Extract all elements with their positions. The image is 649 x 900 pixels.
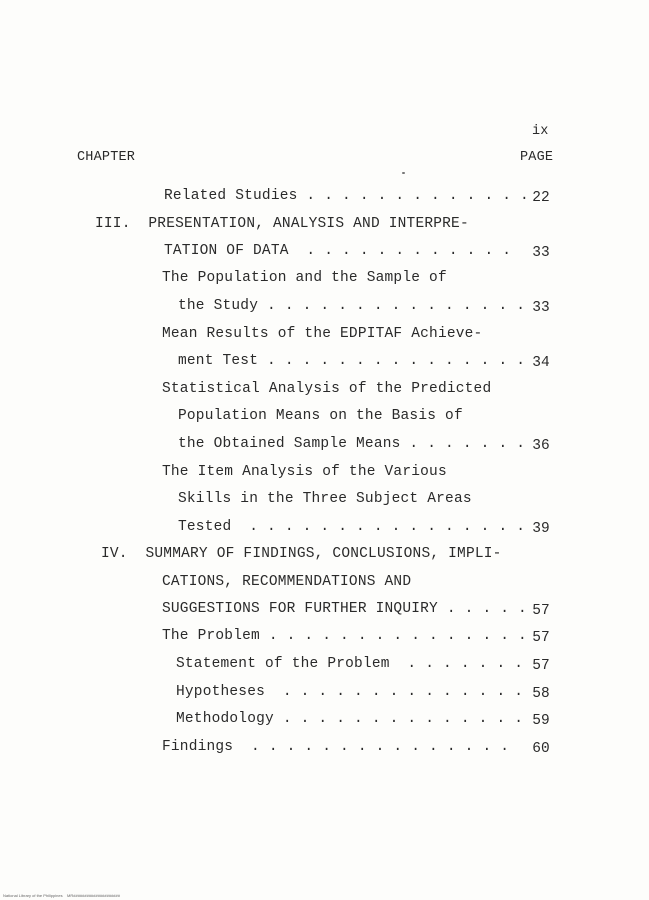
toc-entry: Findings . . . . . . . . . . . . . . . [162, 739, 510, 755]
toc-entry: the Obtained Sample Means . . . . . . . [178, 436, 526, 452]
scan-speck [402, 172, 405, 174]
toc-entry: The Item Analysis of the Various [162, 464, 447, 480]
toc-entry: Statement of the Problem . . . . . . . [176, 656, 524, 672]
toc-entry: TATION OF DATA . . . . . . . . . . . . [164, 243, 512, 259]
toc-entry: the Study . . . . . . . . . . . . . . . [178, 298, 526, 314]
toc-entry: Statistical Analysis of the Predicted [162, 381, 492, 397]
toc-page-number: 57 [532, 658, 550, 674]
toc-entry: Population Means on the Basis of [178, 408, 463, 424]
chapter-iv-title: IV. SUMMARY OF FINDINGS, CONCLUSIONS, IMPLI- [101, 546, 502, 562]
roman-page-number: ix [532, 124, 549, 139]
scan-footer: National Library of the Philippines MR##################### [3, 893, 120, 898]
chapter-header: CHAPTER [77, 150, 136, 165]
toc-entry: CATIONS, RECOMMENDATIONS AND [162, 574, 412, 590]
toc-entry: Tested . . . . . . . . . . . . . . . . [178, 519, 526, 535]
toc-page-number: 36 [532, 438, 550, 454]
toc-entry: The Population and the Sample of [162, 270, 447, 286]
toc-page-number: 58 [532, 686, 550, 702]
toc-page-number: 34 [532, 355, 550, 371]
page-header: PAGE [520, 150, 554, 165]
toc-entry: ment Test . . . . . . . . . . . . . . . [178, 353, 526, 369]
toc-page-number: 39 [532, 521, 550, 537]
chapter-iii-title: III. PRESENTATION, ANALYSIS AND INTERPRE- [95, 216, 469, 232]
toc-entry: SUGGESTIONS FOR FURTHER INQUIRY . . . . . [162, 601, 527, 617]
toc-entry: Mean Results of the EDPITAF Achieve- [162, 326, 483, 342]
toc-page-number: 22 [532, 190, 550, 206]
toc-page-number: 59 [532, 713, 550, 729]
toc-page-number: 57 [532, 603, 550, 619]
toc-page-number: 33 [532, 300, 550, 316]
toc-entry: Hypotheses . . . . . . . . . . . . . . [176, 684, 524, 700]
toc-entry: Methodology . . . . . . . . . . . . . . [176, 711, 524, 727]
toc-entry: The Problem . . . . . . . . . . . . . . . [162, 628, 527, 644]
toc-page-number: 60 [532, 741, 550, 757]
toc-entry: Skills in the Three Subject Areas [178, 491, 472, 507]
toc-page-number: 33 [532, 245, 550, 261]
toc-page-number: 57 [532, 630, 550, 646]
toc-entry-related-studies: Related Studies . . . . . . . . . . . . . [164, 188, 529, 204]
